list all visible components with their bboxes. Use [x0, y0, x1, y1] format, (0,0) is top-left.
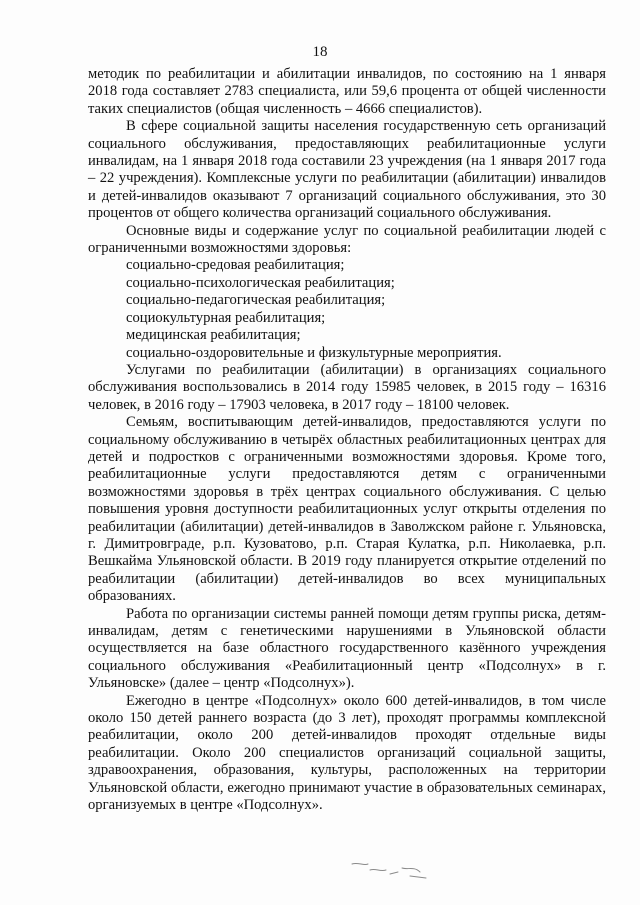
- paragraph-7: Ежегодно в центре «Подсолнух» около 600 детей-инвалидов, в том числе около 150 детей раннего возраста (до 3 лет), проходят программы комплексной реабилитации, около 200 детей-инвалидов проходят отдельные виды реабилитации. Около 200 специалистов организаций социальной защиты, здравоохранения, образования, культуры, расположенных на территории Ульяновской области, ежегодно принимают участие в образовательных семинарах, организуемых в центре «Подсолнух».: [88, 692, 606, 814]
- paragraph-1: методик по реабилитации и абилитации инвалидов, по состоянию на 1 января 2018 года составляет 2783 специалиста, или 59,6 процента от общей численности таких специалистов (общая численность – 4666 специалистов).: [88, 66, 606, 117]
- document-body: [88, 66, 606, 814]
- paragraph-4: Услугами по реабилитации (абилитации) в организациях социального обслуживания воспользовались в 2014 году 15985 человек, в 2015 году – 16316 человек, в 2016 году – 17903 человека, в 2017 году – 18100 человек.: [88, 361, 606, 413]
- page-number: 18: [312, 44, 328, 60]
- list-item: медицинская реабилитация;: [126, 327, 301, 344]
- paragraph-6: Работа по организации системы ранней помощи детям группы риска, детям-инвалидам, детям с генетическими нарушениями в Ульяновской области осуществляется на базе областного государственного казённого учреждения социального обслуживания «Реабилитационный центр «Подсолнух» в г. Ульяновске» (далее – центр «Подсолнух»).: [88, 605, 606, 692]
- signature-mark: [350, 858, 430, 880]
- list-item: социально-средовая реабилитация;: [126, 257, 345, 274]
- paragraph-3: Основные виды и содержание услуг по социальной реабилитации людей с ограниченными возможностями здоровья:: [88, 222, 606, 257]
- list-item: социально-оздоровительные и физкультурные мероприятия.: [126, 344, 502, 361]
- paragraph-5: Семьям, воспитывающим детей-инвалидов, предоставляются услуги по социальному обслуживанию в четырёх областных реабилитационных центрах для детей и подростков с ограниченными возможностями здоровья. Кроме того, реабилитационные услуги предоставляются детям с ограниченными возможностями здоровья в трёх центрах социального обслуживания. С целью повышения уровня доступности реабилитационных услуг открыты отделения по реабилитации (абилитации) детей-инвалидов в Заволжском районе г. Ульяновска, г. Димитровграде, р.п. Кузоватово, р.п. Старая Кулатка, р.п. Николаевка, р.п. Вешкайма Ульяновской области. В 2019 году планируется открытие отделений по реабилитации (абилитации) детей-инвалидов во всех муниципальных образованиях.: [88, 414, 606, 605]
- list-item: социокультурная реабилитация;: [126, 309, 326, 326]
- list-item: социально-педагогическая реабилитация;: [126, 292, 386, 309]
- list-item: социально-психологическая реабилитация;: [126, 274, 395, 291]
- paragraph-2: В сфере социальной защиты населения государственную сеть организаций социального обслуживания, предоставляющих реабилитационные услуги инвалидам, на 1 января 2018 года составили 23 учреждения (на 1 января 2017 года – 22 учреждения). Комплексные услуги по реабилитации (абилитации) инвалидов и детей-инвалидов оказывают 7 организаций социального обслуживания, это 30 процентов от общего количества организаций социального обслуживания.: [88, 118, 606, 222]
